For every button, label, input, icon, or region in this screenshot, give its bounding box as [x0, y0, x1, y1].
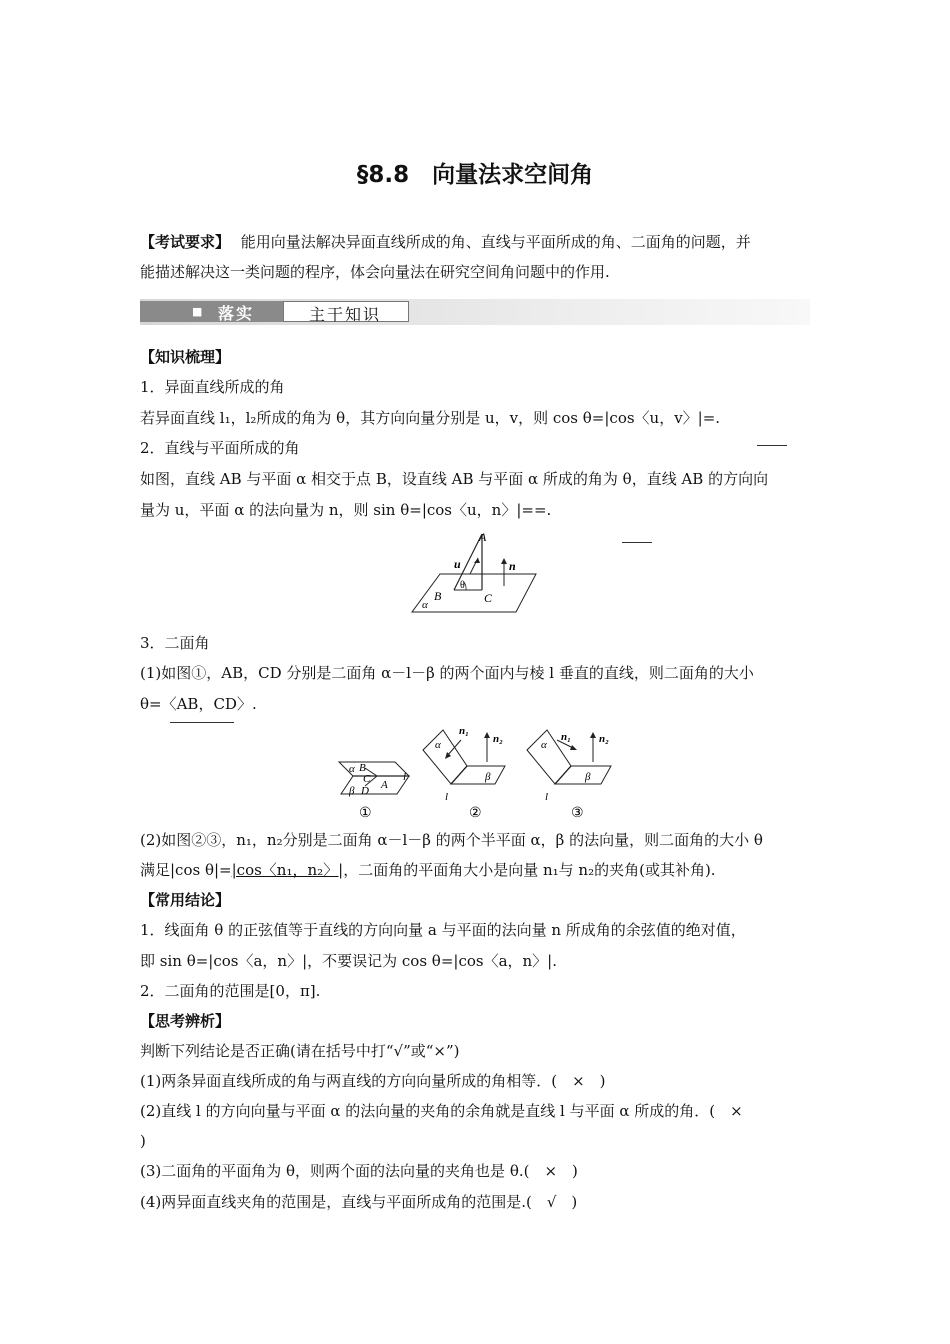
- item1-text: 若异面直线 l₁，l₂所成的角为 θ，其方向向量分别是 u，v，则 cos θ=|cos〈u，v〉|=.: [140, 409, 721, 427]
- question-1: (1)两条异面直线所成的角与两直线的方向向量所成的角相等．( × ): [140, 1072, 606, 1090]
- knowledge-heading: 【知识梳理】: [140, 348, 231, 366]
- dihedral-figure-3: [527, 730, 611, 821]
- blank-line: [170, 722, 234, 723]
- item1-title: 1．异面直线所成的角: [140, 378, 285, 396]
- f2-n1: n₁: [459, 725, 469, 737]
- banner-dark-label: 落实: [218, 304, 255, 323]
- label-B: B: [434, 589, 442, 603]
- requirement-tag: 【考试要求】: [140, 233, 231, 251]
- label-A: A: [479, 530, 487, 544]
- banner-light-label: 主干知识: [309, 305, 382, 324]
- banner-dark-block: [140, 301, 283, 322]
- item3-text-1: (1)如图①，AB，CD 分别是二面角 α－l－β 的两个面内与棱 l 垂直的直线，则二面角的大小: [140, 664, 754, 682]
- requirement-line-1: [140, 232, 751, 252]
- page-title: §8.8 向量法求空间角: [356, 162, 594, 188]
- line-plane-figure: [408, 528, 558, 616]
- question-4: (4)两异面直线夹角的范围是，直线与平面所成角的范围是.( √ ): [140, 1193, 578, 1211]
- f3-l: l: [545, 791, 549, 803]
- conclusion-2: 2．二面角的范围是[0，π].: [140, 982, 321, 1000]
- f2-beta: β: [485, 771, 491, 783]
- dihedral-figures: [335, 722, 635, 822]
- f2-alpha: α: [435, 739, 441, 751]
- f3-beta: β: [585, 771, 591, 783]
- figure-label-1: ①: [359, 805, 372, 821]
- figure-label-3: ③: [571, 805, 584, 821]
- item2-title: 2．直线与平面所成的角: [140, 439, 300, 457]
- thinking-intro: 判断下列结论是否正确(请在括号中打“√”或“×”): [140, 1042, 460, 1060]
- item2-text-1: 如图，直线 AB 与平面 α 相交于点 B，设直线 AB 与平面 α 所成的角为 θ，直线 AB 的方向向: [140, 470, 769, 488]
- item3-title: 3．二面角: [140, 634, 210, 652]
- label-theta: θ: [460, 580, 465, 591]
- f1-beta: β: [349, 785, 355, 797]
- thinking-heading: 【思考辨析】: [140, 1012, 231, 1030]
- label-C: C: [484, 591, 493, 605]
- blank-line: [622, 542, 652, 543]
- question-3: (3)二面角的平面角为 θ，则两个面的法向量的夹角也是 θ.( × ): [140, 1162, 578, 1180]
- requirement-line-2: 能描述解决这一类问题的程序，体会向量法在研究空间角问题中的作用.: [140, 263, 610, 281]
- dihedral-figure-1: [339, 762, 409, 821]
- item3-text-2: θ=〈AB，CD〉.: [140, 695, 257, 713]
- item3-text-3b: [140, 860, 716, 880]
- f3-alpha: α: [541, 739, 547, 751]
- item3-text-3a: (2)如图②③，n₁，n₂分别是二面角 α－l－β 的两个半平面 α，β 的法向量，则二面角的大小 θ: [140, 831, 763, 849]
- label-n: n: [509, 559, 516, 573]
- question-2a: (2)直线 l 的方向向量与平面 α 的法向量的夹角的余角就是直线 l 与平面 α 所成的角．( ×: [140, 1102, 743, 1120]
- item3-text-3b-pre: 满足|cos θ|=: [140, 861, 232, 879]
- item2-text-2: 量为 u，平面 α 的法向量为 n，则 sin θ=|cos〈u，n〉|==.: [140, 501, 552, 519]
- conclusions-heading: 【常用结论】: [140, 891, 231, 909]
- blank-line: [757, 445, 787, 446]
- requirement-text-1: 能用向量法解决异面直线所成的角、直线与平面所成的角、二面角的问题，并: [240, 233, 751, 251]
- f1-A: A: [381, 779, 388, 791]
- dihedral-figure-2: [423, 725, 505, 821]
- f2-l: l: [445, 791, 449, 803]
- banner-light-block: [283, 301, 409, 322]
- f2-n2: n₂: [493, 733, 503, 745]
- label-u: u: [454, 557, 461, 571]
- f1-C: C: [363, 773, 371, 785]
- section-banner: [140, 299, 810, 325]
- item3-text-3b-post: ，二面角的平面角大小是向量 n₁与 n₂的夹角(或其补角).: [343, 861, 716, 879]
- figure-label-2: ②: [469, 805, 482, 821]
- item3-answer: |cos〈n₁，n₂〉|: [231, 861, 344, 879]
- label-alpha: α: [422, 599, 428, 611]
- f1-alpha: α: [349, 763, 355, 775]
- conclusion-1b: 即 sin θ=|cos〈a，n〉|，不要误记为 cos θ=|cos〈a，n〉|.: [140, 952, 558, 970]
- banner-bullet-icon: ■: [192, 305, 203, 318]
- conclusion-1a: 1．线面角 θ 的正弦值等于直线的方向向量 a 与平面的法向量 n 所成角的余弦值的绝对值，: [140, 921, 746, 939]
- f3-n2: n₂: [599, 733, 609, 745]
- question-2b: ): [140, 1132, 146, 1150]
- f1-l: l: [403, 771, 407, 783]
- f1-B: B: [359, 762, 366, 774]
- f3-n1: n₁: [561, 731, 571, 743]
- f1-D: D: [361, 785, 369, 797]
